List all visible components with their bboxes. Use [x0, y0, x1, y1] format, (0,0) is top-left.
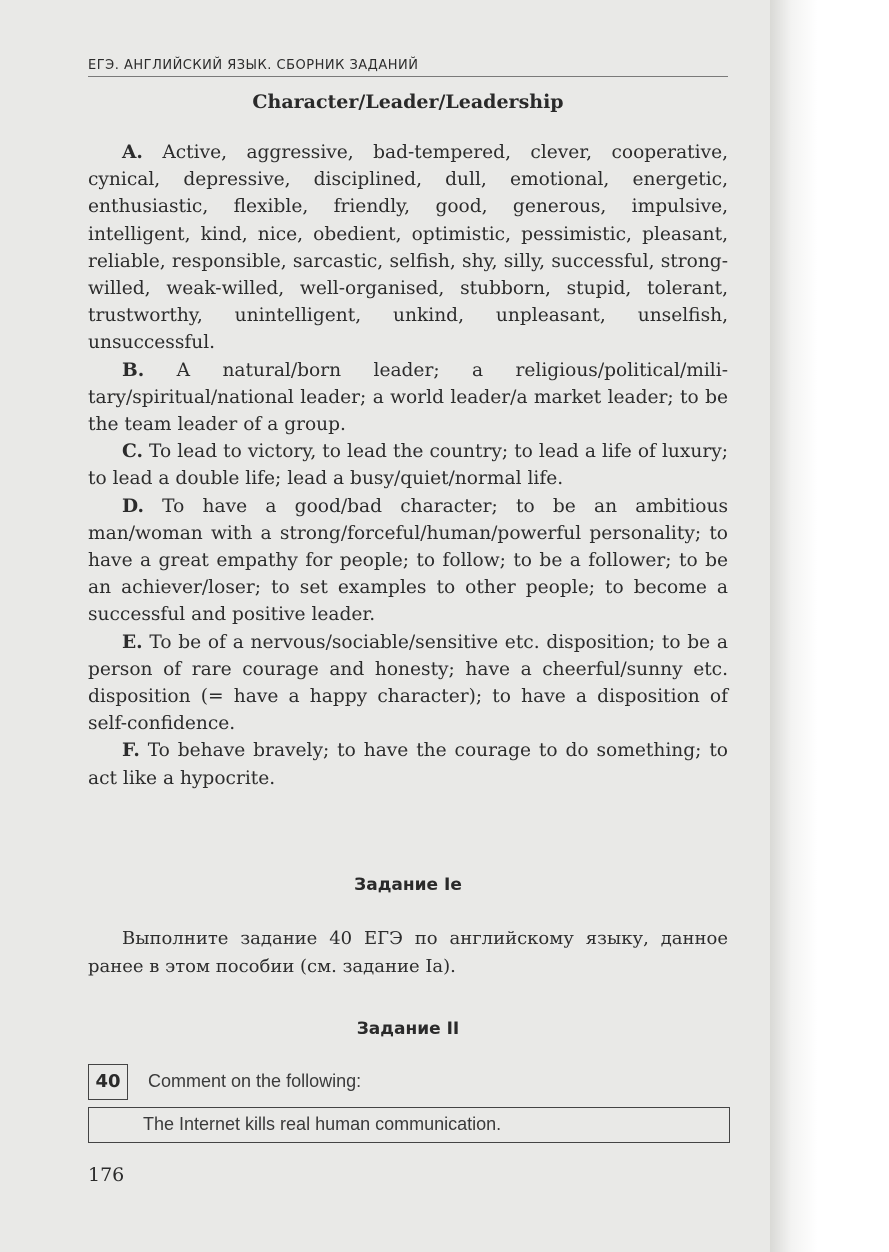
- paragraph-f: [88, 737, 728, 791]
- running-head: ЕГЭ. АНГЛИЙСКИЙ ЯЗЫК. СБОРНИК ЗАДАНИЙ: [88, 58, 728, 77]
- task-ie-heading: Задание Ie: [354, 875, 462, 895]
- paragraph-letter: E.: [122, 631, 143, 653]
- task-ii-heading: Задание II: [356, 1019, 460, 1039]
- section-title: Character/Leader/Leadership: [252, 91, 564, 113]
- task-number-box: 40: [88, 1064, 128, 1100]
- statement-text: The Internet kills real human communication.: [143, 1114, 502, 1134]
- paragraph-c: [88, 438, 728, 492]
- paragraph-letter: F.: [122, 740, 140, 762]
- task-ie-paragraph: Выполните задание 40 ЕГЭ по английскому языку, данное ранее в этом пособии (см. задание Ia).: [88, 928, 728, 977]
- page-number: 176: [88, 1164, 125, 1186]
- paragraph-letter: D.: [122, 495, 144, 517]
- paragraph-text: To lead to victory, to lead the country; to lead a life of luxury; to lead a double life; lead a busy/quiet/normal life.: [88, 441, 728, 490]
- paragraph-a: [88, 139, 728, 357]
- paragraph-text: To be of a nervous/sociable/sensitive etc. disposition; to be a person of rare courage and honesty; have a cheerful/sunny etc. disposition (= have a happy character); to have a disposition of self-confidence.: [88, 631, 728, 735]
- task-ie-text: [88, 925, 728, 981]
- statement-box: [88, 1107, 730, 1143]
- paragraph-d: [88, 493, 728, 629]
- page-edge: [770, 0, 889, 1252]
- paragraph-letter: A.: [122, 142, 143, 163]
- task-ii-row: [88, 1064, 728, 1100]
- paragraph-b: [88, 357, 728, 439]
- paragraph-letter: C.: [122, 441, 143, 463]
- paragraph-text: Active, aggressive, bad-tempered, clever, cooperative, cynical, depressive, disciplined, dull, emotional, energetic, enthusiastic, flexible, friendly, good, generous, impulsive, intelligent, kind, nice, obedient, optimistic, pessimistic, pleasant, reliable, responsible, sarcastic, selfish, shy, silly, successful, strong-willed, weak-willed, well-organised, stubborn, stupid, tolerant, trustworthy, unintelligent, unkind, unpleasant, unselfish, unsuccessful.: [88, 142, 728, 354]
- paragraph-text: A natural/born leader; a religious/political/military/spiritual/national leader; a world leader/a market leader; to be the team leader of a group.: [88, 359, 728, 436]
- vocabulary-list: [88, 139, 728, 792]
- paragraph-text: To behave bravely; to have the courage to do something; to act like a hypocrite.: [88, 740, 728, 789]
- paragraph-text: To have a good/bad character; to be an ambitious man/woman with a strong/forceful/human/powerful personality; to have a great empathy for people; to follow; to be a follower; to be an achiever/loser; to set examples to other people; to become a successful and positive leader.: [88, 495, 728, 626]
- paragraph-e: [88, 629, 728, 738]
- paragraph-letter: B.: [122, 359, 145, 381]
- task-instruction: Comment on the following:: [148, 1071, 362, 1091]
